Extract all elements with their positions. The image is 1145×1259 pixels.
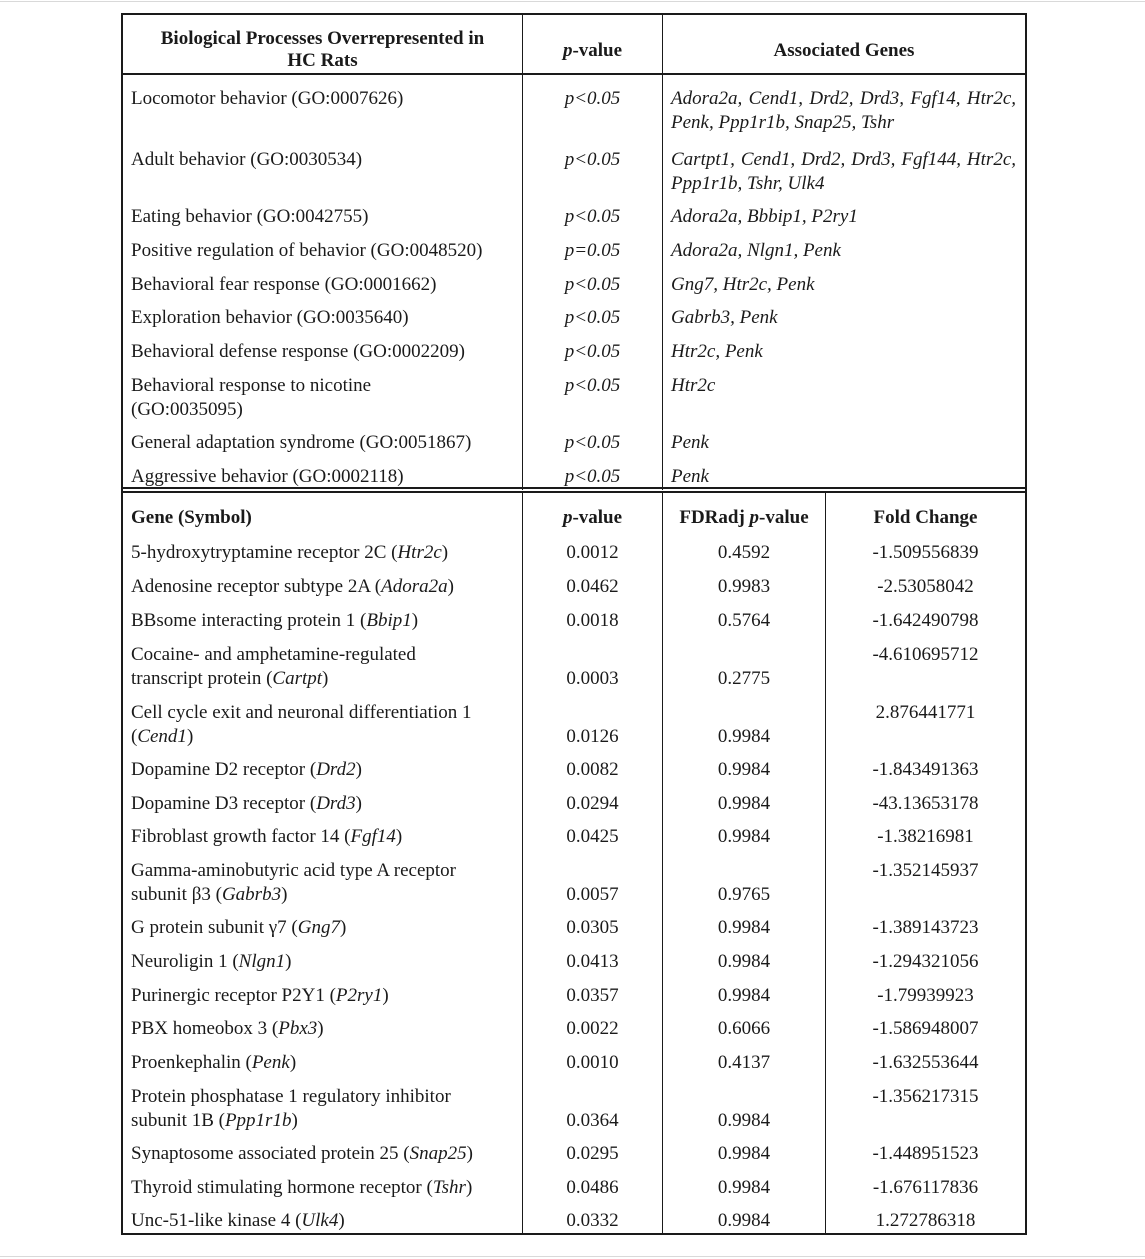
gene-fdr: 0.9984 [717, 1110, 771, 1131]
gene-fold-change: -1.642490798 [872, 610, 979, 631]
gene-fdr: 0.9984 [717, 759, 771, 780]
process-pvalue: p<0.05 [564, 307, 621, 328]
gene-pvalue: 0.0022 [566, 1018, 619, 1039]
page-top-rule [0, 1, 1145, 2]
process-name: Positive regulation of behavior (GO:0048520) [131, 240, 483, 261]
associated-genes: Adora2a, Cend1, Drd2, Drd3, Fgf14, Htr2c, Penk, Ppp1r1b, Snap25, Tshr [671, 88, 1016, 133]
process-pvalue: p<0.05 [564, 375, 621, 396]
gene-fold-change: 1.272786318 [875, 1210, 976, 1231]
table2-header-fdr: FDRadj p-value [679, 507, 809, 528]
gene-name-line2: transcript protein (Cartpt) [131, 668, 329, 689]
gene-pvalue: 0.0425 [566, 826, 619, 847]
gene-fdr: 0.9983 [717, 576, 771, 597]
gene-fdr: 0.9765 [717, 884, 771, 905]
gene-name: Protein phosphatase 1 regulatory inhibitor [131, 1086, 451, 1107]
process-pvalue: p<0.05 [564, 341, 621, 362]
gene-name: Synaptosome associated protein 25 (Snap25) [131, 1143, 473, 1164]
gene-pvalue: 0.0357 [566, 985, 619, 1006]
gene-fdr: 0.9984 [717, 793, 771, 814]
table2-header-fold: Fold Change [873, 507, 978, 528]
process-name: Exploration behavior (GO:0035640) [131, 307, 409, 328]
gene-fold-change: -1.632553644 [872, 1052, 979, 1073]
process-pvalue: p<0.05 [564, 206, 621, 227]
gene-name: Neuroligin 1 (Nlgn1) [131, 951, 292, 972]
table2-header-gene: Gene (Symbol) [131, 507, 252, 528]
process-name: Aggressive behavior (GO:0002118) [131, 466, 404, 487]
gene-fdr: 0.4137 [717, 1052, 771, 1073]
process-name: Adult behavior (GO:0030534) [131, 149, 363, 170]
gene-pvalue: 0.0003 [566, 668, 619, 689]
table1-header-genes: Associated Genes [773, 40, 915, 61]
process-name: General adaptation syndrome (GO:0051867) [131, 432, 472, 453]
gene-fdr: 0.9984 [717, 951, 771, 972]
gene-pvalue: 0.0462 [566, 576, 619, 597]
process-pvalue: p<0.05 [564, 274, 621, 295]
gene-fold-change: -1.294321056 [872, 951, 979, 972]
gene-fold-change: -1.509556839 [872, 542, 979, 563]
gene-name: 5-hydroxytryptamine receptor 2C (Htr2c) [131, 542, 449, 563]
gene-pvalue: 0.0413 [566, 951, 619, 972]
gene-name: Dopamine D3 receptor (Drd3) [131, 793, 362, 814]
gene-name: Thyroid stimulating hormone receptor (Tshr) [131, 1177, 473, 1198]
associated-genes: Cartpt1, Cend1, Drd2, Drd3, Fgf144, Htr2c, Ppp1r1b, Tshr, Ulk4 [671, 149, 1016, 194]
gene-fold-change: -1.843491363 [872, 759, 979, 780]
process-pvalue: p<0.05 [564, 149, 621, 170]
gene-name: Cocaine- and amphetamine-regulated [131, 644, 416, 665]
process-name: Eating behavior (GO:0042755) [131, 206, 369, 227]
process-name: Behavioral fear response (GO:0001662) [131, 274, 437, 295]
process-pvalue: p=0.05 [564, 240, 621, 261]
gene-fdr: 0.9984 [717, 1177, 771, 1198]
gene-fold-change: -1.448951523 [872, 1143, 979, 1164]
process-name: Locomotor behavior (GO:0007626) [131, 88, 404, 109]
gene-pvalue: 0.0010 [566, 1052, 619, 1073]
page-bottom-rule [0, 1256, 1145, 1257]
gene-fdr: 0.9984 [717, 726, 771, 747]
gene-pvalue: 0.0057 [566, 884, 619, 905]
gene-pvalue: 0.0364 [566, 1110, 619, 1131]
gene-name-line2: subunit β3 (Gabrb3) [131, 884, 288, 905]
gene-name: Gamma-aminobutyric acid type A receptor [131, 860, 456, 881]
gene-name: G protein subunit γ7 (Gng7) [131, 917, 347, 938]
gene-fdr: 0.4592 [717, 542, 771, 563]
process-pvalue: p<0.05 [564, 88, 621, 109]
table-separator-rule-bottom [121, 491, 1027, 493]
table2-header-pvalue: p-value [562, 507, 623, 528]
associated-genes: Gabrb3, Penk [671, 307, 778, 328]
gene-fold-change: 2.876441771 [875, 702, 976, 723]
gene-pvalue: 0.0294 [566, 793, 619, 814]
gene-pvalue: 0.0486 [566, 1177, 619, 1198]
gene-name-line2: (Cend1) [131, 726, 194, 747]
gene-fold-change: -1.352145937 [872, 860, 979, 881]
gene-fdr: 0.2775 [717, 668, 771, 689]
gene-name: Fibroblast growth factor 14 (Fgf14) [131, 826, 403, 847]
gene-pvalue: 0.0126 [566, 726, 619, 747]
table1-header-rule [121, 73, 1027, 75]
associated-genes: Htr2c [671, 375, 716, 396]
gene-fold-change: -43.13653178 [872, 793, 979, 814]
gene-name: Adenosine receptor subtype 2A (Adora2a) [131, 576, 454, 597]
gene-name: Dopamine D2 receptor (Drd2) [131, 759, 362, 780]
associated-genes: Adora2a, Nlgn1, Penk [671, 240, 841, 261]
process-name: Behavioral defense response (GO:0002209) [131, 341, 465, 362]
process-name-line2: (GO:0035095) [131, 399, 243, 420]
table1-header-pvalue: p-value [562, 40, 623, 61]
gene-name: BBsome interacting protein 1 (Bbip1) [131, 610, 419, 631]
gene-fdr: 0.9984 [717, 1143, 771, 1164]
gene-fdr: 0.9984 [717, 1210, 771, 1231]
gene-fdr: 0.6066 [717, 1018, 771, 1039]
gene-name: Proenkephalin (Penk) [131, 1052, 297, 1073]
table1-col-divider-2 [662, 13, 663, 490]
gene-fold-change: -4.610695712 [872, 644, 979, 665]
associated-genes: Penk [671, 466, 709, 487]
gene-fold-change: -2.53058042 [877, 576, 974, 597]
gene-pvalue: 0.0332 [566, 1210, 619, 1231]
gene-pvalue: 0.0295 [566, 1143, 619, 1164]
gene-fdr: 0.9984 [717, 826, 771, 847]
gene-name-line2: subunit 1B (Ppp1r1b) [131, 1110, 298, 1131]
associated-genes: Adora2a, Bbbip1, P2ry1 [671, 206, 858, 227]
process-pvalue: p<0.05 [564, 432, 621, 453]
gene-pvalue: 0.0305 [566, 917, 619, 938]
gene-name: Unc-51-like kinase 4 (Ulk4) [131, 1210, 345, 1231]
gene-pvalue: 0.0018 [566, 610, 619, 631]
gene-pvalue: 0.0082 [566, 759, 619, 780]
gene-fold-change: -1.389143723 [872, 917, 979, 938]
gene-fold-change: -1.38216981 [877, 826, 974, 847]
gene-fdr: 0.5764 [717, 610, 771, 631]
gene-fdr: 0.9984 [717, 917, 771, 938]
gene-name: Purinergic receptor P2Y1 (P2ry1) [131, 985, 389, 1006]
gene-fold-change: -1.356217315 [872, 1086, 979, 1107]
gene-fdr: 0.9984 [717, 985, 771, 1006]
gene-pvalue: 0.0012 [566, 542, 619, 563]
associated-genes: Penk [671, 432, 709, 453]
gene-fold-change: -1.79939923 [877, 985, 974, 1006]
associated-genes: Gng7, Htr2c, Penk [671, 274, 815, 295]
gene-fold-change: -1.676117836 [872, 1177, 979, 1198]
gene-fold-change: -1.586948007 [872, 1018, 979, 1039]
associated-genes: Htr2c, Penk [671, 341, 763, 362]
gene-name: PBX homeobox 3 (Pbx3) [131, 1018, 324, 1039]
gene-name: Cell cycle exit and neuronal differentiation 1 [131, 702, 472, 723]
process-name: Behavioral response to nicotine [131, 375, 372, 396]
process-pvalue: p<0.05 [564, 466, 621, 487]
table1-header-process: Biological Processes Overrepresented in HC Rats [160, 28, 485, 71]
